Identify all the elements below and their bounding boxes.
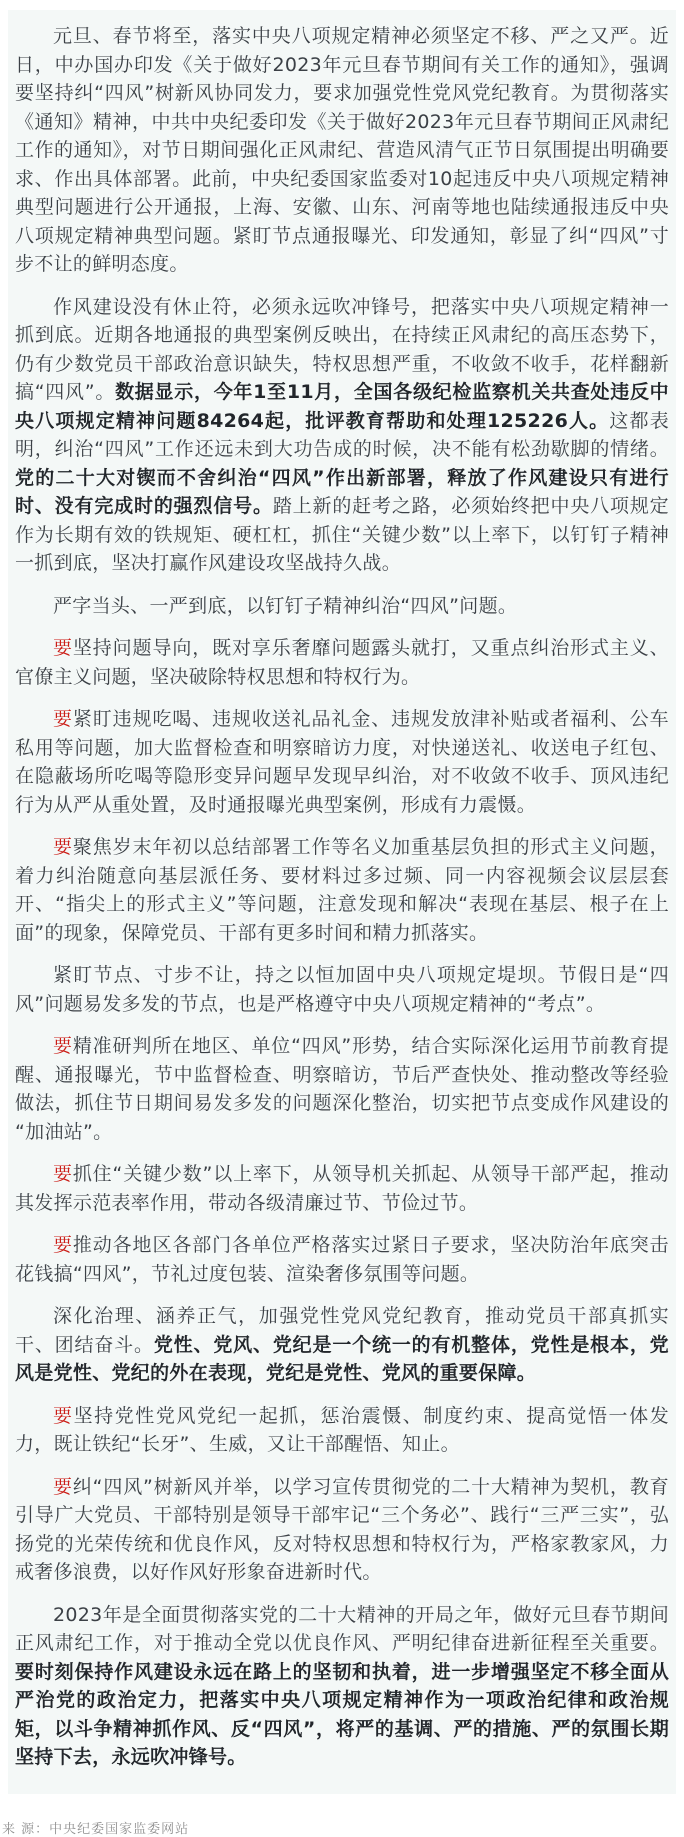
body-text: 纠“四风”树新风并举，以学习宣传贯彻党的二十大精神为契机，教育引导广大党员、干部特别是领导干部牢记“三个务必”、践行“三严三实”，弘扬党的光荣传统和优良作风，反对特权思想和特权行为，严格家教家风，力戒奢侈浪费，以好作风好形象奋进新时代。 <box>15 1475 669 1583</box>
red-emphasis-text: 要 <box>53 708 73 730</box>
body-text: 精准研判所在地区、单位“四风”形势，结合实际深化运用节前教育提醒、通报曝光，节中监督检查、明察暗访，节后严查快处、推动整改等经验做法，抓住节日期间易发多发的问题深化整治，切实把节点变成作风建设的“加油站”。 <box>15 1035 669 1143</box>
paragraph-10 <box>15 1231 669 1288</box>
article-body <box>15 22 669 1772</box>
bold-emphasis-text: 党的二十大对锲而不舍纠治“四风”作出新部署，释放了作风建设只有进行时、没有完成时的强烈信号。 <box>15 466 669 517</box>
body-text: 抓住“关键少数”以上率下，从领导机关抓起、从领导干部严起，推动其发挥示范表率作用，带动各级清廉过节、节俭过节。 <box>15 1163 669 1214</box>
source-line: 来 源：中央纪委国家监委网站 <box>2 1821 190 1837</box>
body-text: 元旦、春节将至，落实中央八项规定精神必须坚定不移、严之又严。近日，中办国办印发《关于做好2023年元旦春节期间有关工作的通知》，强调要坚持纠“四风”树新风协同发力，要求加强党性党风党纪教育。为贯彻落实《通知》精神，中共中央纪委印发《关于做好2023年元旦春节期间正风肃纪工作的通知》，对节日期间强化正风肃纪、营造风清气正节日氛围提出明确要求、作出具体部署。此前，中央纪委国家监委对10起违反中央八项规定精神典型问题进行公开通报，上海、安徽、山东、河南等地也陆续通报违反中央八项规定精神典型问题。紧盯节点通报曝光、印发通知，彰显了纠“四风”寸步不让的鲜明态度。 <box>15 25 669 275</box>
body-text: 严字当头、一严到底，以钉钉子精神纠治“四风”问题。 <box>53 594 518 617</box>
paragraph-12 <box>15 1402 669 1459</box>
red-emphasis-text: 要 <box>53 637 73 659</box>
paragraph-8 <box>15 1032 669 1146</box>
paragraph-6 <box>15 833 669 947</box>
body-text: 这都表明，纠治“四风”工作还远未到大功告成的时候，决不能有松劲歇脚的情绪。 <box>15 409 669 460</box>
bold-emphasis-text: 数据显示，今年1至11月，全国各级纪检监察机关共查处违反中央八项规定精神问题84264起，批评教育帮助和处理125226人。 <box>15 381 669 432</box>
red-emphasis-text: 要 <box>53 1404 74 1427</box>
paragraph-7 <box>15 961 669 1018</box>
paragraph-2 <box>15 293 669 578</box>
body-text: 紧盯节点、寸步不让，持之以恒加固中央八项规定堤坝。节假日是“四风”问题易发多发的节点，也是严格遵守中央八项规定精神的“考点”。 <box>15 964 669 1015</box>
red-emphasis-text: 要 <box>53 1163 73 1185</box>
body-text: 紧盯违规吃喝、违规收送礼品礼金、违规发放津补贴或者福利、公车私用等问题，加大监督检查和明察暗访力度，对快递送礼、收送电子红包、在隐蔽场所吃喝等隐形变异问题早发现早纠治，对不收敛不收手、顶风违纪行为从严从重处置，及时通报曝光典型案例，形成有力震慑。 <box>15 708 669 816</box>
paragraph-5 <box>15 705 669 819</box>
paragraph-13 <box>15 1473 669 1587</box>
body-text: 深化治理、涵养正气，加强党性党风党纪教育，推动党员干部真抓实干、团结奋斗。 <box>15 1305 669 1356</box>
paragraph-4 <box>15 634 669 691</box>
paragraph-3 <box>15 592 669 621</box>
body-text: 聚焦岁末年初以总结部署工作等名义加重基层负担的形式主义问题，着力纠治随意向基层派任务、要材料过多过频、同一内容视频会议层层套开、“指尖上的形式主义”等问题，注意发现和解决“表现在基层、根子在上面”的现象，保障党员、干部有更多时间和精力抓落实。 <box>15 836 669 944</box>
bold-emphasis-text: 党性、党风、党纪是一个统一的有机整体，党性是根本，党风是党性、党纪的外在表现，党纪是党性、党风的重要保障。 <box>15 1333 669 1384</box>
red-emphasis-text: 要 <box>53 1475 73 1498</box>
body-text: 坚持党性党风党纪一起抓，惩治震慑、制度约束、提高觉悟一体发力，既让铁纪“长牙”、生威，又让干部醒悟、知止。 <box>15 1404 669 1455</box>
paragraph-11 <box>15 1302 669 1388</box>
red-emphasis-text: 要 <box>53 1234 73 1256</box>
paragraph-14 <box>15 1601 669 1772</box>
paragraph-9 <box>15 1160 669 1217</box>
body-text: 2023年是全面贯彻落实党的二十大精神的开局之年，做好元旦春节期间正风肃纪工作，对于推动全党以优良作风、严明纪律奋进新征程至关重要。 <box>15 1603 669 1654</box>
body-text: 踏上新的赶考之路，必须始终把中央八项规定作为长期有效的铁规矩、硬杠杠，抓住“关键少数”以上率下，以钉钉子精神一抓到底，坚决打赢作风建设攻坚战持久战。 <box>15 495 669 574</box>
red-emphasis-text: 要 <box>53 1035 73 1057</box>
body-text: 推动各地区各部门各单位严格落实过紧日子要求，坚决防治年底突击花钱搞“四风”，节礼过度包装、渲染奢侈氛围等问题。 <box>15 1234 669 1285</box>
red-emphasis-text: 要 <box>53 836 73 858</box>
paragraph-1 <box>15 22 669 279</box>
bold-emphasis-text: 要时刻保持作风建设永远在路上的坚韧和执着，进一步增强坚定不移全面从严治党的政治定力，把落实中央八项规定精神作为一项政治纪律和政治规矩，以斗争精神抓作风、反“四风”，将严的基调、严的措施、严的氛围长期坚持下去，永远吹冲锋号。 <box>15 1660 669 1768</box>
body-text: 作风建设没有休止符，必须永远吹冲锋号，把落实中央八项规定精神一抓到底。近期各地通报的典型案例反映出，在持续正风肃纪的高压态势下，仍有少数党员干部政治意识缺失，特权思想严重，不收敛不收手，花样翻新搞“四风”。 <box>15 295 669 403</box>
article-card <box>8 10 676 1794</box>
body-text: 坚持问题导向，既对享乐奢靡问题露头就打，又重点纠治形式主义、官僚主义问题，坚决破除特权思想和特权行为。 <box>15 637 669 688</box>
